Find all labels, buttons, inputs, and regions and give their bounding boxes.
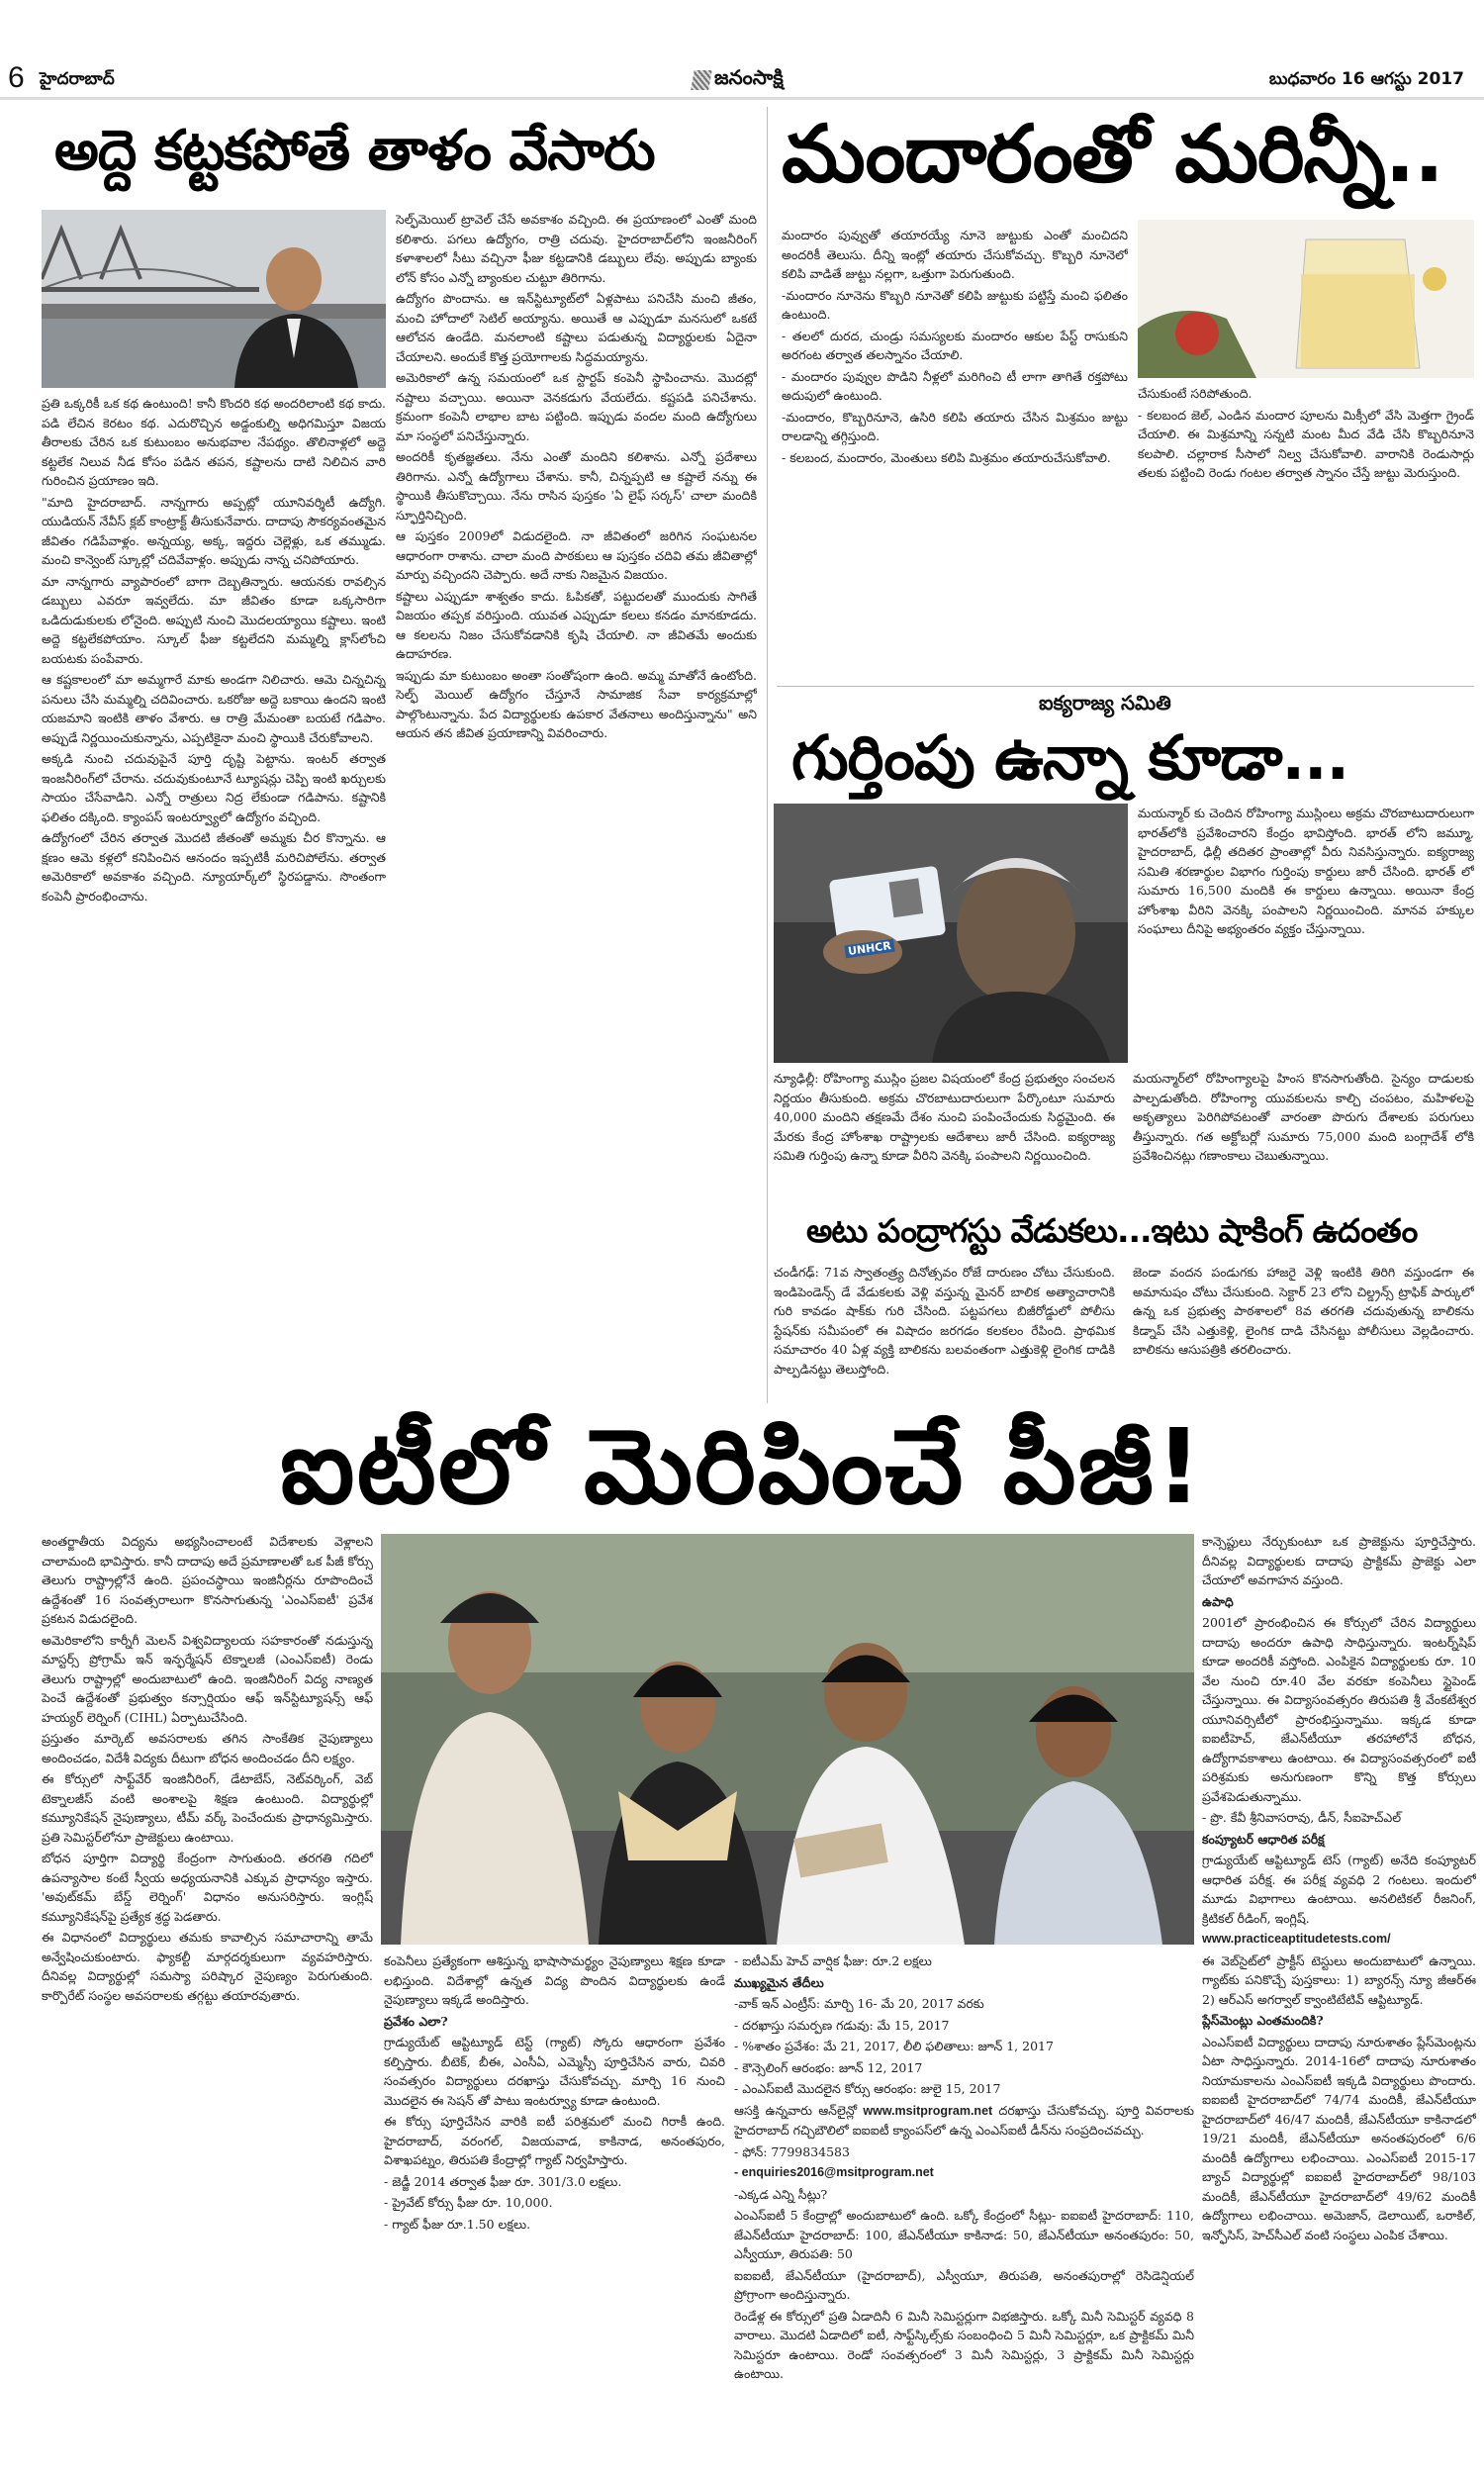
paragraph: - జెడ్జీ 2014 తర్వాత ఫీజు రూ. 301/3.0 లక్షలు. bbox=[384, 2173, 622, 2189]
paragraph: కాన్సెప్టులు నేర్చుకుంటూ ఒక ప్రాజెక్టును పూర్తిచేస్తారు. దీనివల్ల విద్యార్థులకు దాదాపు ప్రాక్టికమ్ ప్రాజెక్టు ఎలా చేయాలో అవగాహన వస్తుంది. bbox=[1202, 1534, 1476, 1587]
article-body-side bbox=[1138, 804, 1474, 1063]
article-headline: అటు పంద్రాగస్టు వేడుకలు...ఇటు షాకింగ్ ఉదంతం bbox=[806, 1211, 1418, 1250]
page-number: 6 bbox=[8, 61, 25, 94]
date-line: - %శాతం ప్రవేశం: మే 21, 2017, లీలి ఫలితాలు: జూన్ 1, 2017 bbox=[734, 2039, 1054, 2053]
article-body bbox=[774, 1069, 1474, 1192]
article-body-column-2 bbox=[1138, 384, 1474, 681]
paragraph: అమెరికాలో ఉన్న సమయంలో ఒక స్టార్టప్ కంపెనీ స్థాపించాను. మొదట్లో నష్టాలు వచ్చాయి. అయినా వెనకడుగు వేయలేదు. కష్టపడి పనిచేశాను. క్రమంగా కంపెనీ లాభాల బాట పట్టింది. ఇప్పుడు వందల మంది ఉద్యోగులు మా సంస్థలో పనిచేస్తున్నారు. bbox=[396, 370, 757, 443]
article-headline: అద్దె కట్టకపోతే తాళం వేసారు bbox=[54, 119, 655, 183]
masthead-logo bbox=[693, 65, 784, 94]
feature-headline: ఐటీలో మెరిపించే పీజీ! bbox=[279, 1406, 1205, 1527]
website-link[interactable]: www.msitprogram.net bbox=[863, 2103, 993, 2118]
date-line: - కౌన్సెలింగ్ ఆరంభం: జూన్ 12, 2017 bbox=[734, 2059, 923, 2075]
seats-info: ఎంఎస్‌ఐటీ 5 కేంద్రాల్లో అందుబాటులో ఉంది. ఒక్కో కేంద్రంలో సీట్లు- ఐఐఐటీ హైదరాబాద్: 110, జేఎన్‌టీయూ హైదరాబాద్: 100, జేఎన్‌టీయూ కాకినాడ: 50, జేఎన్‌టీయూ అనంతపురం: 50, ఎస్వీయూ, తిరుపతి: 50 bbox=[734, 2208, 1194, 2261]
paragraph: మందారం పువ్వుతో తయారయ్యే నూనె జుట్టుకు ఎంతో మంచిదని అందరికీ తెలుసు. దీన్ని ఇంట్లో తయారు చేసుకోవచ్చు. కొబ్బరి నూనెలో కలిపి వాడితే జుట్టు నల్లగా, ఒత్తుగా పెరుగుతుంది. bbox=[782, 228, 1128, 281]
paragraph: మా నాన్నగారు వ్యాపారంలో బాగా దెబ్బతిన్నారు. ఆయనకు రావల్సిన డబ్బులు ఎవరూ ఇవ్వలేదు. మా జీవితం కూడా ఒక్కసారిగా ఒడిదుడుకులకు లోనైంది. అప్పుటి నుంచి మొదలయ్యాయి కష్టాలు. ఇంటి అద్దె కట్టలేకపోయాం. స్కూల్ ఫీజు కట్టలేదని మమ్మల్ని క్లాస్‌లోంచి బయటకు పంపేవారు. bbox=[42, 573, 386, 666]
apply-info bbox=[734, 2101, 1194, 2141]
paragraph: ఈ కోర్సులో సాఫ్ట్‌వేర్ ఇంజినీరింగ్, డేటాబేస్, నెట్‌వర్కింగ్, వెబ్ టెక్నాలజీస్ వంటి అంశాలపై శిక్షణ ఉంటుంది. విద్యార్థుల్లో కమ్యూనికేషన్ నైపుణ్యాలు, టీమ్ వర్క్ పెంచేందుకు ప్రాధాన్యమిస్తారు. ప్రతి సెమిస్టర్‌లోనూ ప్రాజెక్టులు ఉంటాయి. bbox=[42, 1771, 373, 1845]
paragraph: చండీగఢ్: 71వ స్వాతంత్ర్య దినోత్సవం రోజే దారుణం చోటు చేసుకుంది. ఇండిపెండెన్స్ డే వేడుకలకు వెళ్లి వస్తున్న మైనర్ బాలిక అత్యాచారానికి గురి కావడం షాక్‌కు గురి చేసింది. పట్టపగలు బిజీరోడ్డులో పోలీసు స్టేషన్‌కు సమీపంలో ఈ విషాదం జరగడం కలకలం రేపింది. ప్రాథమిక సమాచారం 40 ఏళ్ల వ్యక్తి బాలికను బలవంతంగా ఎత్తుకెళ్లి లైంగిక దాడికి పాల్పడినట్టు తెలుస్తోంది. bbox=[774, 1265, 1115, 1377]
paragraph: న్యూఢిల్లీ: రోహింగ్యా ముస్లిం ప్రజల విషయంలో కేంద్ర ప్రభుత్వం సంచలన నిర్ణయం తీసుకుంది. అక్రమ చొరబాటుదారులుగా పేర్కొంటూ సుమారు 40,000 మందిని తక్షణమే దేశం నుంచి పంపించేందుకు సిద్ధమైంది. ఈ మేరకు కేంద్ర హోంశాఖ రాష్ట్రాలకు ఆదేశాలు జారీ చేసింది. ఐక్యరాజ్య సమితి గుర్తింపు ఉన్నా కూడా వీరిని వెనక్కి పంపాలని నిర్ణయించింది. bbox=[774, 1071, 1115, 1163]
article-kicker: ఐక్యరాజ్య సమితి bbox=[1039, 691, 1171, 714]
paragraph: రెండేళ్ల ఈ కోర్సులో ప్రతి ఏడాదినీ 6 మినీ సెమిస్టర్లుగా విభజిస్తారు. ఒక్కో మినీ సెమిస్టర్ వ్యవధి 8 వారాలు. మొదటి ఏడాదిలో ఐటీ, సాఫ్ట్‌స్కిల్స్‌కు సంబంధించి 5 మినీ సెమిస్టర్లూ, ఒక ప్రాక్టికమ్ మినీ సెమిస్టరూ ఉంటాయి. రెండో సంవత్సరంలో 3 మినీ సెమిస్టర్లు, 3 ప్రాక్టికమ్ మినీ సెమిస్టర్లు ఉంటాయి. bbox=[734, 2308, 1194, 2381]
paragraph: బోధన పూర్తిగా విద్యార్థి కేంద్రంగా సాగుతుంది. తరగతి గదిలో ఉపన్యాసాల కంటే స్వీయ అధ్యయనానికి ఎక్కువ ప్రాధాన్యం ఇస్తారు. 'అవుట్‌కమ్ బేస్డ్ లెర్నింగ్' విధానం అనుసరిస్తారు. ఇంగ్లిష్ కమ్యూనికేషన్‌పై ప్రత్యేక శ్రద్ధ పెడతారు. bbox=[42, 1851, 373, 1924]
paragraph: అక్కడి నుంచి చదువుపైనే పూర్తి దృష్టి పెట్టాను. ఇంటర్ తర్వాత ఇంజనీరింగ్‌లో చేరాను. చదువుకుంటూనే ట్యూషన్లు చెప్పి ఇంటి ఖర్చులకు సాయం చేసేవాడిని. ఎన్నో రాత్రులు నిద్ర లేకుండా గడిపాను. కష్టానికి ఫలితం దక్కింది. క్యాంపస్ ఇంటర్వ్యూలో ఉద్యోగం వచ్చింది. bbox=[42, 751, 386, 824]
paragraph: - మందారం పువ్వుల పొడిని నీళ్లలో మరిగించి టీ లాగా తాగితే రక్తపోటు అదుపులో ఉంటుంది. bbox=[782, 368, 1128, 403]
subheading: కంప్యూటర్ ఆధారిత పరీక్ష bbox=[1202, 1831, 1325, 1847]
paragraph: "మాది హైదరాబాద్. నాన్నగారు అప్పట్లో యూనివర్శిటీ ఉద్యోగి. యుడియన్ నేవీస్ క్లబ్ కాంట్రాక్ట్ తీసుకునేవారు. దాదాపు సౌకర్యవంతమైన జీవితం గడిపేవాళ్లం. అన్నయ్య, అక్క, ఇద్దరు చెల్లెళ్లు, ఒక తమ్ముడు. మంచి కాన్వెంట్ స్కూల్లో చదివేవాళ్లం. అప్పుడు నాన్న చనిపోయారు. bbox=[42, 494, 386, 567]
paragraph: ఐఐఐటీ, జేఎన్‌టీయూ (హైదరాబాద్), ఎస్వీయూ, తిరుపతి, అనంతపురాల్లో రెసిడెన్షియల్ ప్రోగ్రాంగా అందిస్తున్నారు. bbox=[734, 2267, 1194, 2302]
paragraph: అమెరికాలోని కార్నీగీ మెలన్ విశ్వవిద్యాలయ సహకారంతో నడుస్తున్న మాస్టర్స్ ప్రోగ్రామ్ ఇన్ ఇన్ఫర్మేషన్ టెక్నాలజీ (ఎంఎస్‌ఐటీ) రెండు తెలుగు రాష్ట్రాల్లో అందుబాటులో ఉంది. ఇంజినీరింగ్ విద్య నాణ్యత పెంచే ఉద్దేశంతో ప్రభుత్వం కన్సార్షియం ఆఫ్ ఇన్‌స్టిట్యూషన్స్ ఆఫ్ హయ్యర్ లెర్నింగ్ (CIHL) ఏర్పాటుచేసింది. bbox=[42, 1632, 373, 1725]
date-line: - ఎంఎస్‌ఐటీ మొదలైన కోర్సు ఆరంభం: జులై 15, 2017 bbox=[734, 2081, 1001, 2096]
paragraph: జెండా వందన పండుగకు హాజరై వెళ్లి ఇంటికి తిరిగి వస్తుండగా ఈ అమానుషం చోటు చేసుకుంది. సెక్టార్ 23 లోని చిల్డ్రన్స్ ట్రాఫిక్ పార్కులో ఉన్న ఒక ప్రభుత్వ పాఠశాలలో 8వ తరగతి చదువుతున్న బాలికను కిడ్నాప్ చేసి ఎత్తుకెళ్లి, లైంగిక దాడి చేసినట్టు పోలీసులు వెల్లడించారు. బాలికను ఆసుపత్రికి తరలించారు. bbox=[1133, 1265, 1474, 1357]
paragraph: కష్టాలు ఎప్పుడూ శాశ్వతం కాదు. ఓపికతో, పట్టుదలతో ముందుకు సాగితే విజయం తప్పక వరిస్తుంది. యువత ఎప్పుడూ కలలు కనడం మానకూడదు. ఆ కలలను నిజం చేసుకోవడానికి కృషి చేయాలి. నా జీవితమే అందుకు ఉదాహరణ. bbox=[396, 588, 757, 661]
logo-emblem-icon bbox=[691, 70, 712, 90]
article-body-column-2 bbox=[396, 210, 757, 1403]
paragraph: గ్రాడ్యుయేట్ ఆప్టిట్యూడ్ టెస్ట్ (గ్యాట్) స్కోరు ఆధారంగా ప్రవేశం కల్పిస్తారు. బీటెక్, బీఈ, ఎంసీఏ, ఎమ్మెస్సీ పూర్తిచేసిన వారు, చివరి సంవత్సరం విద్యార్థులు దరఖాస్తు చేసుకోవచ్చు. మార్చి 16 నుంచి మొదలైన ఈ సెషన్ తో పాటు ఇంటర్వ్యూ కూడా ఉంటుంది. bbox=[384, 2035, 725, 2108]
column-divider bbox=[767, 107, 768, 1403]
email-link[interactable]: - enquiries2016@msitprogram.net bbox=[734, 2165, 934, 2179]
feature-photo-students bbox=[381, 1534, 1194, 1945]
paragraph: సెల్ఫ్‌మెయిల్ ట్రావెల్ చేసే అవకాశం వచ్చింది. ఈ ప్రయాణంలో ఎంతో మంది కలిశారు. పగలు ఉద్యోగం, రాత్రి చదువు. హైదరాబాద్‌లోని ఇంజనీరింగ్ కళాశాలలో సీటు వచ్చినా ఫీజు కట్టడానికి డబ్బులు లేవు. అప్పుడు బ్యాంకు లోన్ కోసం ఎన్నో బ్యాంకుల చుట్టూ తిరిగాను. bbox=[396, 212, 757, 285]
paragraph: - ప్రైవేట్ కోర్సు ఫీజు రూ. 10,000. bbox=[384, 2195, 553, 2210]
header-rule bbox=[0, 97, 1484, 100]
article-photo-oil-jar bbox=[1138, 220, 1474, 378]
fee-line: - ఐటీఎమ్ హెచ్ వార్షిక ఫీజు: రూ.2 లక్షలు bbox=[734, 1953, 932, 1968]
article-body bbox=[774, 1263, 1474, 1403]
id-card-label: UNHCR bbox=[844, 939, 894, 959]
quote-attribution: - ప్రొ. కేవీ శ్రీనివాసరావు, డీన్, సీఐహెచ్ఎల్ bbox=[1202, 1810, 1402, 1825]
article-headline: గుర్తింపు ఉన్నా కూడా... bbox=[791, 721, 1349, 794]
paragraph: 2001లో ప్రారంభించిన ఈ కోర్సులో చేరిన విద్యార్థులు దాదాపు అందరూ ఉపాధి సాధిస్తున్నారు. ఇంటర్న్‌షిప్ కూడా అందరికీ వస్తోంది. ఎంపికైన విద్యార్థులకు రూ. 10 వేల నుంచి రూ.40 వేల వరకూ కంపెనీలు స్టైపెండ్ చేస్తున్నాయి. ఈ విద్యాసంవత్సరం తిరుపతి శ్రీ వేంకటేశ్వర యూనివర్సిటీలో ప్రారంభిస్తున్నాము. ఇక్కడ కూడా ఐఐటీహెచ్, జేఎన్‌టీయూ తరహాలోనే బోధన, ఉద్యోగావకాశాలు ఉంటాయి. ఈ విద్యాసంవత్సరంలో ఐటీ పరిశ్రమకు అనుగుణంగా కొన్ని కొత్త కోర్సులు ప్రవేశపెడుతున్నాము. bbox=[1202, 1615, 1476, 1804]
subheading-dates: ముఖ్యమైన తేదీలు bbox=[734, 1974, 824, 1990]
apply-text: దరఖాస్తు చేసుకోవచ్చు. పూర్తి వివరాలకు హైదరాబాద్ గచ్చిబౌలిలో ఐఐఐటీ క్యాంపస్‌లో ఉన్న ఎంఎస్‌ఐటీ డీన్‌ను సంప్రదించవచ్చు. bbox=[734, 2102, 1194, 2138]
paragraph: ఇప్పుడు మా కుటుంబం అంతా సంతోషంగా ఉంది. అమ్మ మాతోనే ఉంటోంది. సెల్ఫ్ మెయిల్ ఉద్యోగం చేస్తూనే సామాజిక సేవా కార్యక్రమాల్లో పాల్గొంటున్నాను. పేద విద్యార్థులకు ఉపకార వేతనాలు అందిస్తున్నాను" అని ఆయన తన జీవిత ప్రయాణాన్ని వివరించారు. bbox=[396, 667, 757, 740]
issue-date: బుధవారం 16 ఆగస్టు 2017 bbox=[1268, 69, 1464, 89]
paragraph: గ్రాడ్యుయేట్ ఆప్టిట్యూడ్ టెస్ (గ్యాట్) అనేది కంప్యూటర్ ఆధారిత పరీక్ష. ఈ పరీక్ష వ్యవధి 2 గంటలు. ఇందులో మూడు విభాగాలు ఉంటాయి. అనలిటికల్ రీజనింగ్, క్రిటికల్ రీడింగ్, ఇంగ్లిష్. bbox=[1202, 1853, 1476, 1926]
paragraph: చేసుకుంటే సరిపోతుంది. bbox=[1138, 386, 1252, 401]
paragraph: ఉద్యోగం పొందాను. ఆ ఇన్‌స్టిట్యూట్‌లో ఏళ్లపాటు పనిచేసి మంచి జీతం, మంచి హోదాలో సెటిల్ అయ్యాను. అయితే ఆ ఎప్పుడూ మనసులో ఒకటే ఆలోచన ఉండేది. మనలాంటి కష్టాలు పడుతున్న విద్యార్థులకు ఏదైనా చేయాలని. అందుకే కొత్త ప్రయోగాలకు సిద్ధమయ్యాను. bbox=[396, 291, 757, 364]
subheading: ప్లేస్‌మెంట్లు ఎంతమందికి? bbox=[1202, 2013, 1324, 2028]
paragraph: ఈ కోర్సు పూర్తిచేసిన వారికి ఐటీ పరిశ్రమలో మంచి గిరాకీ ఉంది. హైదరాబాద్, వరంగల్, విజయవాడ, కాకినాడ, అనంతపురం, విశాఖపట్నం, తిరుపతి కేంద్రాల్లో గ్యాట్ నిర్వహిస్తారు. bbox=[384, 2114, 725, 2167]
feature-body-middle bbox=[384, 1951, 725, 2459]
paragraph: - కలబంద జెల్, ఎండిన మందార పూలను మిక్సీలో వేసి మెత్తగా గ్రైండ్ చేయాలి. ఈ మిశ్రమాన్ని సన్నటి మంట మీద వేడి చేసి కొబ్బరినూనె కలపాలి. చల్లారాక సీసాలో నిల్వ చేసుకోవాలి. వారానికి రెండుసార్లు తలకు పట్టించి రెండు గంటల తర్వాత స్నానం చేస్తే జుట్టు మెరుస్తుంది. bbox=[1138, 407, 1474, 480]
article-headline: మందారంతో మరిన్నీ.. bbox=[782, 108, 1443, 200]
feature-info-box bbox=[734, 1951, 1194, 2459]
paragraph: కంపెనీలు ప్రత్యేకంగా ఆశిస్తున్న భాషాసామర్థ్యం నైపుణ్యాలు శిక్షణ కూడా లభిస్తుంది. విదేశాల్లో ఉన్నత విద్య పొందిన విద్యార్థులకు ఉండే నైపుణ్యాలు ఇక్కడే అందిస్తారు. bbox=[384, 1953, 725, 2007]
date-line: -వాక్ ఇన్ ఎంట్రీస్: మార్చి 16- మే 20, 2017 వరకు bbox=[734, 1996, 984, 2011]
paragraph: ఆ పుస్తకం 2009లో విడుదలైంది. నా జీవితంలో జరిగిన సంఘటనల ఆధారంగా రాశాను. చాలా మంది పాఠకులు ఆ పుస్తకం చదివి తమ జీవితాల్లో మార్పు వచ్చిందని చెప్పారు. అదే నాకు నిజమైన విజయం. bbox=[396, 528, 757, 582]
feature-body-left bbox=[42, 1532, 373, 2459]
date-line: - దరఖాస్తు సమర్పణ గడువు: మే 15, 2017 bbox=[734, 2017, 950, 2033]
article-photo-bridge bbox=[42, 210, 386, 388]
article-body-column-1 bbox=[782, 226, 1128, 681]
article-photo-refugee bbox=[774, 804, 1128, 1063]
paragraph: -మందారం నూనెను కొబ్బరి నూనెతో కలిపి జుట్టుకు పట్టిస్తే మంచి ఫలితం ఉంటుంది. bbox=[782, 287, 1128, 322]
section-name: హైదరాబాద్ bbox=[40, 69, 115, 89]
paragraph: ప్రస్తుతం మార్కెట్ అవసరాలకు తగిన సాంకేతిక నైపుణ్యాలు అందించడం, విదేశీ విద్యకు దీటుగా బోధన అందించడం దీని లక్ష్యం. bbox=[42, 1731, 373, 1765]
paragraph: -మందారం, కొబ్బరినూనె, ఉసిరి కలిపి తయారు చేసిన మిశ్రమం జుట్టు రాలడాన్ని తగ్గిస్తుంది. bbox=[782, 409, 1128, 443]
paragraph: ఎంఎస్‌ఐటీ విద్యార్థులు దాదాపు నూరుశాతం ప్లేస్‌మెంట్లను ఏటా సాధిస్తున్నారు. 2014-16లో దాదాపు నూరుశాతం నియామకాలను ఎంఎస్‌ఐటీ ఇక్కడి విద్యార్థులు పొందారు. ఐఐఐటీ హైదరాబాద్‌లో 74/74 మందికీ, జేఎన్‌టీయూ హైదరాబాద్‌లో 46/47 మందికీ, జేఎన్‌టీయూ కాకినాడలో 19/21 మందికీ, జేఎన్‌టీయూ అనంతపురంలో 6/6 మందికీ ఉద్యోగాలు లభించాయి. ఎంఎస్‌ఐటీ 2015-17 బ్యాచ్ విద్యార్థుల్లో ఐఐఐటీ హైదరాబాద్‌లో 98/103 మందికీ, జేఎన్‌టీయూ హైదరాబాద్‌లో 49/62 మందికీ ఉద్యోగాలు లభించాయి. అమెజాన్, డెలాయిట్, ఒరాకిల్, ఇన్ఫోసిస్, హెచ్‌సీఎల్ వంటి సంస్థలు ఎంపిక చేశాయి. bbox=[1202, 2034, 1476, 2242]
paragraph: ఈ వెబ్‌సైట్‌లో ప్రాక్టీస్ టెస్టులు అందుబాటులో ఉన్నాయి. గ్యాట్‌కు పనికొచ్చే పుస్తకాలు: 1) బ్యారన్స్ న్యూ జీఆర్ఈ 2) ఆర్‌ఎస్ అగర్వాల్ క్వాంటిటేటివ్ ఆప్టిట్యూడ్. bbox=[1202, 1952, 1476, 2007]
paragraph: మయన్మార్ కు చెందిన రోహింగ్యా ముస్లింలు అక్రమ చొరబాటుదారులుగా భారత్‌లోకి ప్రవేశించారని కేంద్రం భావిస్తోంది. భారత్ లోని జమ్మూ, హైదరాబాద్, ఢిల్లీ తదితర ప్రాంతాల్లో వీరు నివసిస్తున్నారు. ఐక్యరాజ్య సమితి శరణార్థుల విభాగం గుర్తింపు కార్డులు జారీ చేసింది. భారత్ లో సుమారు 16,500 మందికి ఈ కార్డులు ఉన్నాయి. అయినా కేంద్ర హోంశాఖ వీరిని వెనక్కి పంపాలని నిర్ణయించింది. మానవ హక్కుల సంఘాలు దీనిపై అభ్యంతరం వ్యక్తం చేస్తున్నాయి. bbox=[1138, 806, 1474, 936]
subheading: ప్రవేశం ఎలా? bbox=[384, 2013, 448, 2029]
subheading: ఉపాధి bbox=[1202, 1593, 1234, 1609]
paragraph: ఉద్యోగంలో చేరిన తర్వాత మొదటి జీతంతో అమ్మకు చీర కొన్నాను. ఆ క్షణం ఆమె కళ్లలో కనిపించిన ఆనందం ఇప్పటికీ మరిచిపోలేను. తర్వాత అమెరికాలో అవకాశం వచ్చింది. న్యూయార్క్‌లో స్థిరపడ్డాను. సొంతంగా కంపెనీ ప్రారంభించాను. bbox=[42, 830, 386, 904]
phone-number: - ఫోన్: 7799834583 bbox=[734, 2143, 850, 2159]
paragraph: ఈ విధానంలో విద్యార్థులు తమకు కావాల్సిన సమాచారాన్ని తామే అన్వేషించుకుంటారు. ఫ్యాకల్టీ మార్గదర్శకులుగా వ్యవహరిస్తారు. దీనివల్ల విద్యార్థుల్లో సమస్యా పరిష్కార నైపుణ్యం పెరుగుతుంది. కార్పొరేట్ సంస్థల అవసరాలకు తగ్గట్టు తయారవుతారు. bbox=[42, 1930, 373, 2003]
article-body-column-1 bbox=[42, 394, 386, 1403]
feature-body-right bbox=[1202, 1532, 1476, 2459]
paragraph: మయన్మార్‌లో రోహింగ్యాలపై హింస కొనసాగుతోంది. సైన్యం దాడులకు పాల్పడుతోంది. రోహింగ్యా యువకులను కాల్చి చంపటం, మహిళలపై అకృత్యాలు పెరిగిపోవటంతో వారంతా పొరుగు దేశాలకు పరుగులు తీస్తున్నారు. గత అక్టోబర్లో సుమారు 75,000 మంది బంగ్లాదేశ్ లోకి ప్రవేశించినట్లు గణాంకాలు చెబుతున్నాయి. bbox=[1133, 1071, 1474, 1163]
section-rule bbox=[777, 686, 1474, 687]
paper-name: జనంసాక్షి bbox=[714, 65, 784, 89]
paragraph: అందరికీ కృతజ్ఞతలు. నేను ఎంతో మందిని కలిశాను. ఎన్నో ప్రదేశాలు తిరిగాను. ఎన్నో ఉద్యోగాలు చేశాను. కానీ, చిన్నప్పటి ఆ కష్టాలే నన్ను ఈ స్థాయికి తీసుకొచ్చాయి. నేను రాసిన పుస్తకం 'ఏ లైఫ్ సర్కస్' చాలా మందికి స్ఫూర్తినిచ్చింది. bbox=[396, 449, 757, 523]
website-link[interactable]: www.practiceaptitudetests.com/ bbox=[1202, 1932, 1391, 1946]
subheading-seats: -ఎక్కడ ఎన్ని సీట్లు? bbox=[734, 2186, 828, 2202]
paragraph: - తలలో దురద, చుండ్రు సమస్యలకు మందారం ఆకుల పేస్ట్ రాసుకుని అరగంట తర్వాత తలస్నానం చేయాలి. bbox=[782, 328, 1128, 362]
apply-text: ఆసక్తి ఉన్నవారు ఆన్‌లైన్లో bbox=[734, 2102, 858, 2118]
paragraph: - కలబంద, మందారం, మెంతులు కలిపి మిశ్రమం తయారుచేసుకోవాలి. bbox=[782, 449, 1111, 465]
paragraph: ఆ కష్టకాలంలో మా అమ్మగారే మాకు అండగా నిలిచారు. ఆమె చిన్నచిన్న పనులు చేసి మమ్మల్ని చదివించారు. ఒకరోజు అద్దె బకాయి ఉందని ఇంటి యజమాని ఇంటికి తాళం వేశారు. ఆ రాత్రి మేమంతా బయటే గడిపాం. అప్పుడే నిర్ణయించుకున్నాను, ఎప్పటికైనా మంచి స్థాయికి చేరుకోవాలని. bbox=[42, 672, 386, 745]
paragraph: ప్రతి ఒక్కరికీ ఒక కథ ఉంటుంది! కానీ కొందరి కథ అందరిలాంటి కథ కాదు. పడి లేచిన కెరటం కథ. ఎదురొచ్చిన అడ్డంకుల్ని అధిగమిస్తూ విజయ తీరాలకు చేరిన ఒక కుటుంబం అనుభవాల నేపథ్యం. తొలినాళ్లలో అద్దె కట్టలేక నిలువ నీడ కోసం పడిన తపన, కష్టాలను దాటి నిలిచిన వారి గురించిన ప్రయాణం ఇది. bbox=[42, 396, 386, 488]
paragraph: అంతర్జాతీయ విద్యను అభ్యసించాలంటే విదేశాలకు వెళ్లాలని చాలామంది భావిస్తారు. కానీ దాదాపు అదే ప్రమాణాలతో ఒక పీజీ కోర్సు తెలుగు రాష్ట్రాల్లోనే ఉంది. ప్రపంచస్థాయి ఇంజినీర్లను రూపొందించే ఉద్దేశంతో 16 సంవత్సరాలుగా కొనసాగుతున్న 'ఎంఎస్‌ఐటీ' ప్రవేశ ప్రకటన విడుదలైంది. bbox=[42, 1534, 373, 1626]
paragraph: - గ్యాట్ ఫీజు రూ.1.50 లక్షలు. bbox=[384, 2216, 531, 2232]
